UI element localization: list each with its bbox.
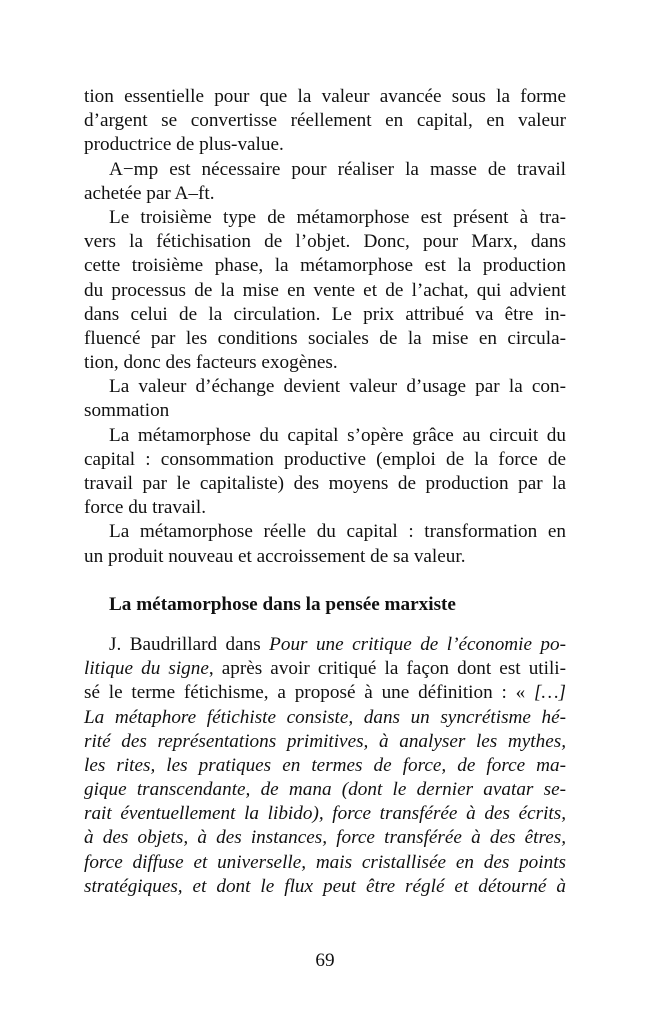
page-body bbox=[84, 85, 566, 899]
quote-line: à des objets, à des instances, force transférée à des êtres, bbox=[84, 827, 566, 849]
book-title: litique du signe bbox=[84, 658, 209, 680]
text-line: vers la fétichisation de l’objet. Donc, pour Marx, dans bbox=[84, 231, 566, 253]
text-line: du processus de la mise en vente et de l’achat, qui advient bbox=[84, 279, 566, 301]
text-line: capital : consommation productive (emploi de la force de bbox=[84, 448, 566, 470]
quote-line: rité des représentations primitives, à analyser les mythes, bbox=[84, 730, 566, 752]
quote-line: force diffuse et universelle, mais cristallisée en des points bbox=[84, 851, 566, 873]
quote-line: stratégiques, et dont le flux peut être réglé et détourné à bbox=[84, 875, 566, 897]
text-line: Le troisième type de métamorphose est présent à tra- bbox=[109, 206, 566, 228]
text-line bbox=[84, 633, 566, 657]
text-line: dans celui de la circulation. Le prix attribué va être in- bbox=[84, 303, 566, 325]
text-line: sommation bbox=[84, 400, 170, 422]
ellipsis: […] bbox=[534, 682, 566, 704]
text-line: tion essentielle pour que la valeur avancée sous la forme bbox=[84, 86, 566, 107]
text-line: La valeur d’échange devient valeur d’usage par la con- bbox=[109, 376, 566, 398]
text-line: productrice de plus-value. bbox=[84, 134, 284, 156]
text-line: A−mp est nécessaire pour réaliser la masse de travail bbox=[109, 158, 566, 180]
text-line: tion, donc des facteurs exogènes. bbox=[84, 352, 338, 374]
paragraph-6 bbox=[84, 520, 566, 568]
page-number: 69 bbox=[315, 950, 335, 971]
quote-line: les rites, les pratiques en termes de force, de force ma- bbox=[84, 754, 566, 776]
paragraph-2 bbox=[84, 158, 566, 206]
text-line: un produit nouveau et accroissement de sa valeur. bbox=[84, 545, 466, 567]
text-line: cette troisième phase, la métamorphose est la production bbox=[84, 255, 566, 277]
paragraph-1 bbox=[84, 85, 566, 158]
text-line: fluencé par les conditions sociales de la mise en circula- bbox=[84, 327, 566, 349]
section-heading: La métamorphose dans la pensée marxiste bbox=[109, 593, 456, 615]
paragraph-5 bbox=[84, 424, 566, 521]
paragraph-3 bbox=[84, 206, 566, 375]
text-line: La métamorphose réelle du capital : transformation en bbox=[109, 521, 566, 543]
paragraph-4 bbox=[84, 375, 566, 423]
text-run: , après avoir critiqué la façon dont est utili- bbox=[208, 658, 566, 680]
text-line: force du travail. bbox=[84, 497, 206, 519]
text-run: sé le terme fétichisme, a proposé à une définition : « bbox=[84, 682, 534, 704]
quote-line: La métaphore fétichiste consiste, dans un syncrétisme hé- bbox=[84, 706, 566, 728]
paragraph-7 bbox=[84, 633, 566, 899]
text-line: achetée par A–ft. bbox=[84, 182, 215, 204]
text-line: travail par le capitaliste) des moyens de production par la bbox=[84, 473, 566, 494]
quote-line: gique transcendante, de mana (dont le dernier avatar se- bbox=[84, 779, 566, 801]
text-run: J. Baudrillard dans bbox=[109, 633, 270, 655]
text-line bbox=[84, 657, 566, 681]
text-line bbox=[84, 681, 566, 705]
text-line: d’argent se convertisse réellement en capital, en valeur bbox=[84, 110, 566, 132]
book-title: Pour une critique de l’économie po- bbox=[269, 633, 567, 655]
text-line: La métamorphose du capital s’opère grâce au circuit du bbox=[109, 424, 566, 446]
quote-line: rait éventuellement la libido), force transférée à des écrits, bbox=[84, 803, 566, 825]
